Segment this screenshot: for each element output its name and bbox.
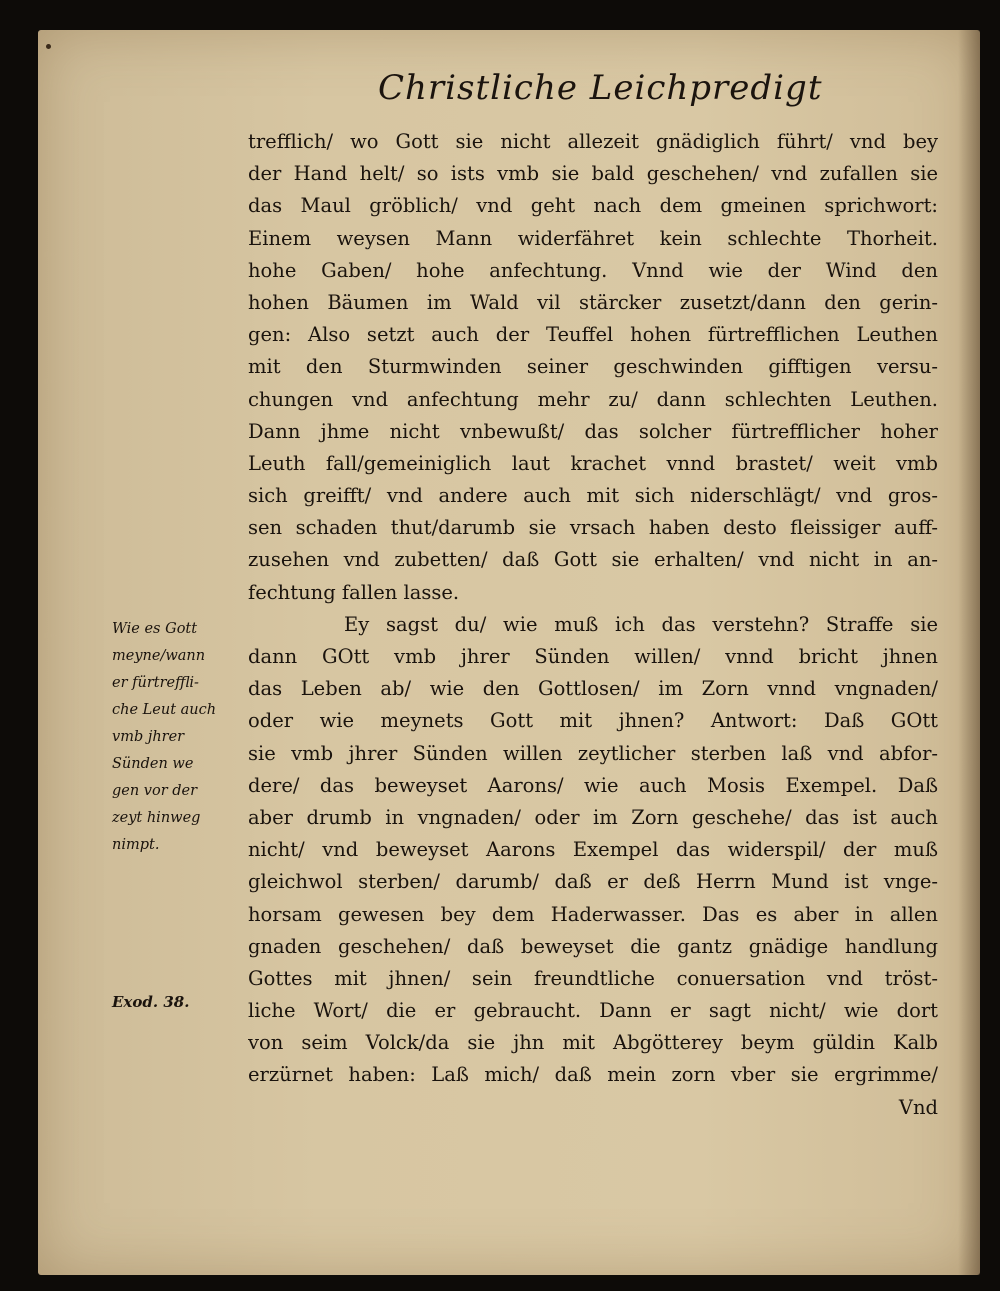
text-line: mit den Sturmwinden seiner geschwinden gifftigen versu-	[248, 355, 938, 379]
text-line: von seim Volck/da sie jhn mit Abgötterey beym güldin Kalb	[248, 1031, 938, 1055]
marginal-line: che Leut auch	[112, 702, 217, 718]
text-line: erzürnet haben: Laß mich/ daß mein zorn vber sie ergrimme/	[248, 1063, 938, 1087]
marginal-line: er fürtreffli-	[112, 675, 199, 691]
text-line: zusehen vnd zubetten/ daß Gott sie erhalten/ vnd nicht in an-	[248, 548, 938, 572]
marginal-line: zeyt hinweg	[112, 810, 201, 826]
text-line: aber drumb in vngnaden/ oder im Zorn geschehe/ das ist auch	[248, 805, 938, 829]
text-line: gen: Also setzt auch der Teuffel hohen fürtrefflichen Leuthen	[248, 323, 938, 347]
text-line: sen schaden thut/darumb sie vrsach haben desto fleissiger auff-	[248, 516, 938, 540]
text-line: das Leben ab/ wie den Gottlosen/ im Zorn vnnd vngnaden/	[248, 677, 938, 701]
text-line: hohe Gaben/ hohe anfechtung. Vnnd wie der Wind den	[248, 258, 938, 282]
text-line: hohen Bäumen im Wald vil stärcker zusetzt/dann den gerin-	[248, 290, 938, 314]
text-line: liche Wort/ die er gebraucht. Dann er sagt nicht/ wie dort	[248, 999, 938, 1023]
text-line: Einem weysen Mann widerfähret kein schlechte Thorheit.	[248, 226, 938, 250]
text-line: gnaden geschehen/ daß beweyset die gantz gnädige handlung	[248, 934, 938, 958]
text-line: Leuth fall/gemeiniglich laut krachet vnnd brastet/ weit vmb	[248, 451, 938, 475]
marginal-line: vmb jhrer	[112, 729, 185, 745]
text-line: chungen vnd anfechtung mehr zu/ dann schlechten Leuthen.	[248, 387, 938, 411]
text-line: dere/ das beweyset Aarons/ wie auch Mosis Exempel. Daß	[248, 773, 938, 797]
text-line: oder wie meynets Gott mit jhnen? Antwort: Daß GOtt	[248, 709, 938, 733]
text-line: Dann jhme nicht vnbewußt/ das solcher fürtrefflicher hoher	[248, 419, 938, 443]
text-line: Gottes mit jhnen/ sein freundtliche conuersation vnd tröst-	[248, 966, 938, 990]
text-line: horsam gewesen bey dem Haderwasser. Das es aber in allen	[248, 902, 938, 926]
page-shadow-edge	[958, 30, 980, 1275]
marginal-note	[112, 616, 247, 859]
body-text	[248, 126, 938, 1124]
catchword: Vnd	[898, 1095, 938, 1119]
text-line: dann GOtt vmb jhrer Sünden willen/ vnnd bricht jhnen	[248, 645, 938, 668]
marginal-line: Sünden we	[112, 756, 194, 772]
text-line: das Maul gröblich/ vnd geht nach dem gmeinen sprichwort:	[248, 194, 938, 218]
text-line: sich greifft/ vnd andere auch mit sich niderschlägt/ vnd gros-	[248, 484, 938, 508]
marginal-line: nimpt.	[112, 837, 160, 853]
text-line: trefflich/ wo Gott sie nicht allezeit gnädiglich führt/ vnd bey	[248, 130, 938, 153]
marginal-scripture-reference: Exod. 38.	[112, 993, 190, 1011]
marginal-line: Wie es Gott	[112, 621, 198, 637]
text-line: gleichwol sterben/ darumb/ daß er deß Herrn Mund ist vnge-	[248, 870, 938, 894]
text-line: nicht/ vnd beweyset Aarons Exempel das widerspil/ der muß	[248, 838, 938, 862]
text-line: der Hand helt/ so ists vmb sie bald geschehen/ vnd zufallen sie	[248, 162, 938, 186]
paragraph-start-line: Ey sagst du/ wie muß ich das verstehn? Straffe sie	[344, 612, 938, 636]
running-header: Christliche Leichpredigt	[378, 68, 823, 108]
marginal-line: meyne/wann	[112, 648, 206, 664]
text-line: sie vmb jhrer Sünden willen zeytlicher sterben laß vnd abfor-	[248, 741, 938, 765]
marginal-line: gen vor der	[112, 783, 198, 799]
text-line: fechtung fallen lasse.	[248, 580, 460, 604]
ink-speck	[46, 44, 51, 49]
